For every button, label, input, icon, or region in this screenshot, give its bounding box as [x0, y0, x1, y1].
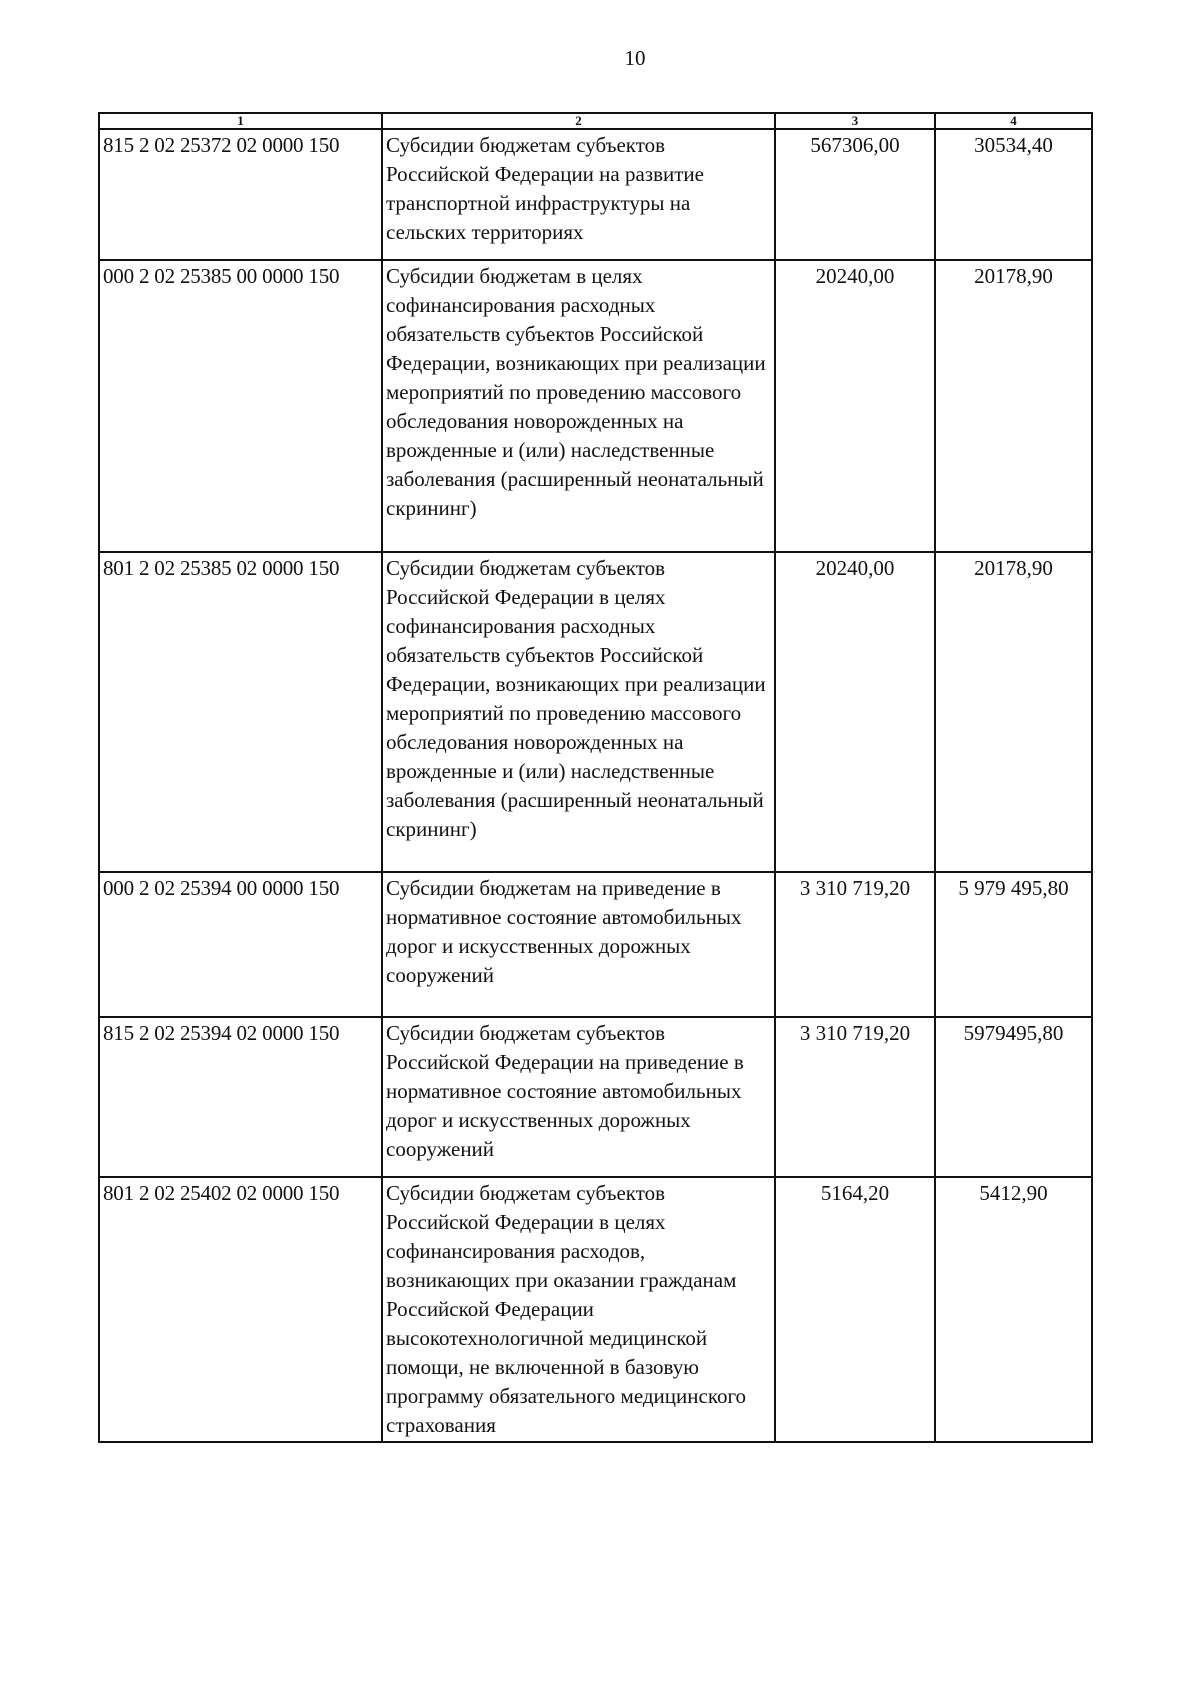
amount-col-3: 3 310 719,20	[775, 872, 935, 1017]
budget-code: 801 2 02 25402 02 0000 150	[99, 1177, 382, 1442]
amount-col-3: 5164,20	[775, 1177, 935, 1442]
income-name: Субсидии бюджетам субъектов Российской Федерации на приведение в нормативное состояние автомобильных дорог и искусственных дорожных сооружений	[382, 1017, 775, 1177]
budget-table	[98, 112, 1093, 1443]
amount-col-3: 567306,00	[775, 129, 935, 260]
amount-col-4: 20178,90	[935, 260, 1092, 552]
amount-col-4: 20178,90	[935, 552, 1092, 872]
income-name: Субсидии бюджетам субъектов Российской Федерации на развитие транспортной инфраструктуры на сельских территориях	[382, 129, 775, 260]
income-name: Субсидии бюджетам субъектов Российской Федерации в целях софинансирования расходов, возникающих при оказании гражданам Российской Федерации высокотехнологичной медицинской помощи, не включенной в базовую программу обязательного медицинского страхования	[382, 1177, 775, 1442]
budget-code: 815 2 02 25372 02 0000 150	[99, 129, 382, 260]
budget-code: 801 2 02 25385 02 0000 150	[99, 552, 382, 872]
header-col-1: 1	[99, 113, 382, 129]
budget-code: 000 2 02 25394 00 0000 150	[99, 872, 382, 1017]
budget-code: 000 2 02 25385 00 0000 150	[99, 260, 382, 552]
amount-col-4: 5979495,80	[935, 1017, 1092, 1177]
amount-col-3: 20240,00	[775, 552, 935, 872]
table-row	[99, 552, 1092, 872]
amount-col-4: 5 979 495,80	[935, 872, 1092, 1017]
header-row	[99, 113, 1092, 129]
income-name: Субсидии бюджетам субъектов Российской Федерации в целях софинансирования расходных обязательств субъектов Российской Федерации, возникающих при реализации мероприятий по проведению массового обследования новорожденных на врожденные и (или) наследственные заболевания (расширенный неонатальный скрининг)	[382, 552, 775, 872]
table-row	[99, 260, 1092, 552]
header-col-4: 4	[935, 113, 1092, 129]
budget-code: 815 2 02 25394 02 0000 150	[99, 1017, 382, 1177]
amount-col-3: 3 310 719,20	[775, 1017, 935, 1177]
page-number: 10	[624, 46, 646, 70]
table-row	[99, 872, 1092, 1017]
table-header	[99, 113, 1092, 129]
income-name: Субсидии бюджетам на приведение в нормативное состояние автомобильных дорог и искусственных дорожных сооружений	[382, 872, 775, 1017]
table-row	[99, 1017, 1092, 1177]
amount-col-3: 20240,00	[775, 260, 935, 552]
table-row	[99, 129, 1092, 260]
income-name: Субсидии бюджетам в целях софинансирования расходных обязательств субъектов Российской Федерации, возникающих при реализации мероприятий по проведению массового обследования новорожденных на врожденные и (или) наследственные заболевания (расширенный неонатальный скрининг)	[382, 260, 775, 552]
amount-col-4: 5412,90	[935, 1177, 1092, 1442]
table-body	[99, 129, 1092, 1442]
amount-col-4: 30534,40	[935, 129, 1092, 260]
table-row	[99, 1177, 1092, 1442]
header-col-3: 3	[775, 113, 935, 129]
header-col-2: 2	[382, 113, 775, 129]
